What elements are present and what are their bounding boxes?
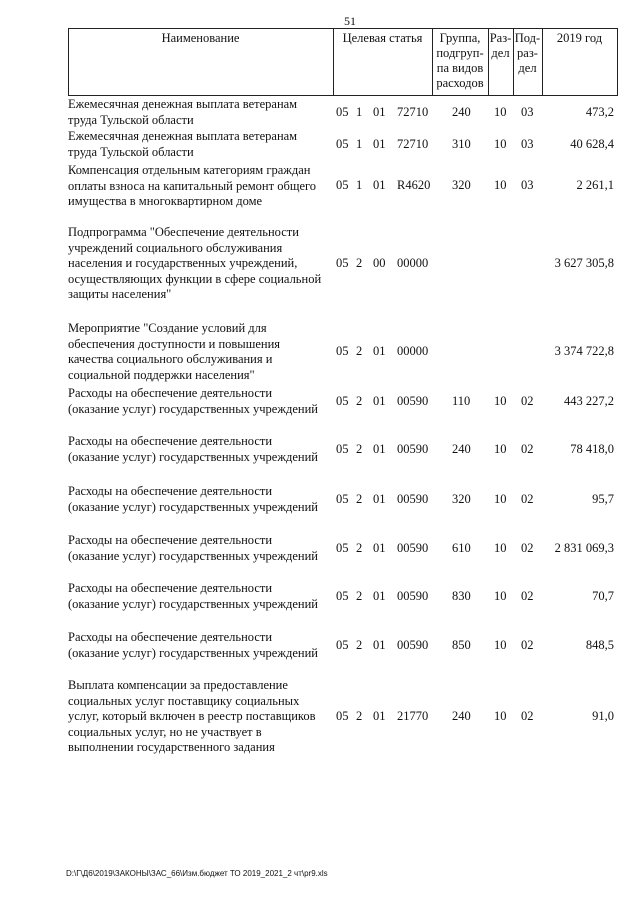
row-name-line: выполнении государственного задания <box>68 740 275 754</box>
row-name-line: социальных услуг, но не участвует в <box>68 724 262 739</box>
code-subsection: 02 <box>521 709 534 723</box>
code-section: 10 <box>494 589 507 603</box>
row-name-line: услуг, который включен в реестр поставщиков <box>68 709 316 723</box>
amount-2019: 443 227,2 <box>564 394 614 408</box>
code-subsection: 02 <box>521 442 534 456</box>
header-group-line: подгруп- <box>436 46 484 60</box>
code-subprogram: 2 <box>356 394 363 408</box>
code-activity: 01 <box>373 589 386 603</box>
row-name-line: Ежемесячная денежная выплата ветеранам <box>68 97 298 111</box>
code-subsection: 03 <box>521 178 534 192</box>
code-subprogram: 1 <box>356 178 363 192</box>
code-group: 850 <box>452 638 471 652</box>
code-activity: 01 <box>373 344 386 358</box>
code-subsection: 02 <box>521 492 534 506</box>
code-section: 10 <box>494 541 507 555</box>
row-name-line: (оказание услуг) государственных учреждений <box>68 645 318 660</box>
code-subprogram: 2 <box>356 709 363 723</box>
row-name-line: учреждений социального обслуживания <box>68 240 283 255</box>
code-subprogram: 2 <box>356 589 363 603</box>
row-name-line: населения и государственных учреждений, <box>68 256 298 270</box>
row-name-line: качества социального обслуживания и <box>68 352 273 366</box>
code-group: 240 <box>452 105 471 119</box>
row-name <box>68 225 334 303</box>
code-subprogram: 2 <box>356 541 363 555</box>
header-subsection-line: Под- <box>514 31 541 45</box>
row-name-line: осуществляющих функции в сфере социальной <box>68 271 322 286</box>
code-program: 05 <box>336 394 349 408</box>
row-name-line: защиты населения" <box>68 287 172 301</box>
row-name <box>68 163 334 210</box>
amount-2019: 78 418,0 <box>570 442 614 456</box>
header-group <box>432 31 488 91</box>
code-direction: 72710 <box>397 137 429 151</box>
code-section: 10 <box>494 442 507 456</box>
row-name-line: Выплата компенсации за предоставление <box>68 678 288 692</box>
code-group: 320 <box>452 492 471 506</box>
row-name-line: Расходы на обеспечение деятельности <box>68 434 273 448</box>
code-subsection: 02 <box>521 638 534 652</box>
row-name <box>68 321 334 383</box>
header-subsection <box>513 31 542 76</box>
code-direction: 00000 <box>397 256 429 270</box>
row-name-line: обеспечения доступности и повышения <box>68 336 281 351</box>
header-bottom-border <box>68 95 618 96</box>
row-name-line: Расходы на обеспечение деятельности <box>68 484 273 498</box>
row-name-line: труда Тульской области <box>68 144 194 159</box>
code-group: 830 <box>452 589 471 603</box>
row-name-line: Компенсация отдельным категориям граждан <box>68 163 311 177</box>
row-name <box>68 484 334 515</box>
amount-2019: 3 627 305,8 <box>554 256 614 270</box>
code-program: 05 <box>336 178 349 192</box>
code-activity: 01 <box>373 709 386 723</box>
code-direction: 00590 <box>397 394 429 408</box>
code-section: 10 <box>494 105 507 119</box>
row-name-line: (оказание услуг) государственных учреждений <box>68 401 318 416</box>
code-direction: 00590 <box>397 442 429 456</box>
code-direction: 21770 <box>397 709 429 723</box>
code-section: 10 <box>494 178 507 192</box>
amount-2019: 70,7 <box>592 589 614 603</box>
code-subprogram: 1 <box>356 137 363 151</box>
code-program: 05 <box>336 137 349 151</box>
code-direction: R4620 <box>397 178 431 192</box>
header-section-line: Раз- <box>489 31 512 45</box>
code-group: 310 <box>452 137 471 151</box>
header-target-article: Целевая статья <box>342 31 423 45</box>
code-activity: 01 <box>373 492 386 506</box>
row-name-line: Мероприятие "Создание условий для <box>68 321 267 335</box>
code-subprogram: 2 <box>356 638 363 652</box>
code-direction: 00590 <box>397 541 429 555</box>
code-subsection: 03 <box>521 137 534 151</box>
code-program: 05 <box>336 709 349 723</box>
row-name-line: Расходы на обеспечение деятельности <box>68 630 273 644</box>
code-subsection: 02 <box>521 394 534 408</box>
code-direction: 00590 <box>397 492 429 506</box>
code-program: 05 <box>336 442 349 456</box>
code-direction: 00000 <box>397 344 429 358</box>
row-name <box>68 129 334 160</box>
code-subprogram: 2 <box>356 442 363 456</box>
code-direction: 72710 <box>397 105 429 119</box>
row-name <box>68 97 334 128</box>
code-subsection: 03 <box>521 105 534 119</box>
code-section: 10 <box>494 394 507 408</box>
header-right-border <box>617 28 618 95</box>
row-name-line: имущества в многоквартирном доме <box>68 194 263 208</box>
row-name <box>68 678 334 756</box>
code-group: 240 <box>452 442 471 456</box>
code-direction: 00590 <box>397 638 429 652</box>
code-program: 05 <box>336 492 349 506</box>
code-activity: 01 <box>373 638 386 652</box>
row-name <box>68 630 334 661</box>
header-section-line: дел <box>491 46 510 60</box>
code-group: 610 <box>452 541 471 555</box>
page-number: 51 <box>344 14 356 28</box>
code-activity: 00 <box>373 256 386 270</box>
header-top-border <box>68 28 618 29</box>
code-activity: 01 <box>373 394 386 408</box>
header-section <box>488 31 513 61</box>
code-direction: 00590 <box>397 589 429 603</box>
file-path-footer: D:\Г\Д6\2019\ЗАКОНЫ\ЗАС_66\Изм.бюджет ТО 2019_2021_2 чт\pr9.xls <box>66 869 328 878</box>
row-name-line: (оказание услуг) государственных учреждений <box>68 548 318 563</box>
amount-2019: 91,0 <box>592 709 614 723</box>
row-name-line: социальной поддержки населения" <box>68 367 255 382</box>
row-name <box>68 533 334 564</box>
header-subsection-line: дел <box>518 61 537 75</box>
code-section: 10 <box>494 492 507 506</box>
row-name-line: труда Тульской области <box>68 112 194 127</box>
header-group-line: Группа, <box>439 31 481 45</box>
row-name-line: Расходы на обеспечение деятельности <box>68 581 273 595</box>
code-section: 10 <box>494 709 507 723</box>
header-year: 2019 год <box>556 31 603 45</box>
amount-2019: 848,5 <box>585 638 614 652</box>
amount-2019: 473,2 <box>585 105 614 119</box>
code-subsection: 02 <box>521 541 534 555</box>
row-name-line: (оказание услуг) государственных учреждений <box>68 499 318 514</box>
amount-2019: 2 831 069,3 <box>554 541 614 555</box>
amount-2019: 40 628,4 <box>570 137 614 151</box>
code-program: 05 <box>336 638 349 652</box>
code-activity: 01 <box>373 105 386 119</box>
code-subprogram: 2 <box>356 256 363 270</box>
row-name-line: (оказание услуг) государственных учреждений <box>68 449 318 464</box>
code-subprogram: 2 <box>356 344 363 358</box>
header-name: Наименование <box>161 31 240 45</box>
header-group-line: расходов <box>436 76 484 90</box>
code-subprogram: 2 <box>356 492 363 506</box>
code-section: 10 <box>494 137 507 151</box>
code-subprogram: 1 <box>356 105 363 119</box>
code-activity: 01 <box>373 541 386 555</box>
row-name-line: оплаты взноса на капитальный ремонт общего <box>68 178 317 193</box>
row-name-line: Подпрограмма "Обеспечение деятельности <box>68 225 299 239</box>
code-program: 05 <box>336 105 349 119</box>
code-program: 05 <box>336 344 349 358</box>
code-program: 05 <box>336 589 349 603</box>
code-section: 10 <box>494 638 507 652</box>
code-group: 320 <box>452 178 471 192</box>
code-program: 05 <box>336 541 349 555</box>
code-group: 240 <box>452 709 471 723</box>
header-group-line: па видов <box>436 61 484 75</box>
row-name-line: социальных услуг поставщику социальных <box>68 693 300 708</box>
row-name-line: Расходы на обеспечение деятельности <box>68 533 273 547</box>
code-subsection: 02 <box>521 589 534 603</box>
code-activity: 01 <box>373 137 386 151</box>
amount-2019: 2 261,1 <box>576 178 614 192</box>
code-activity: 01 <box>373 178 386 192</box>
code-group: 110 <box>452 394 471 408</box>
code-activity: 01 <box>373 442 386 456</box>
row-name-line: (оказание услуг) государственных учреждений <box>68 596 318 611</box>
row-name <box>68 581 334 612</box>
code-program: 05 <box>336 256 349 270</box>
amount-2019: 95,7 <box>592 492 614 506</box>
row-name <box>68 434 334 465</box>
row-name-line: Расходы на обеспечение деятельности <box>68 386 273 400</box>
header-subsection-line: раз- <box>517 46 538 60</box>
amount-2019: 3 374 722,8 <box>554 344 614 358</box>
row-name-line: Ежемесячная денежная выплата ветеранам <box>68 129 298 143</box>
row-name <box>68 386 334 417</box>
